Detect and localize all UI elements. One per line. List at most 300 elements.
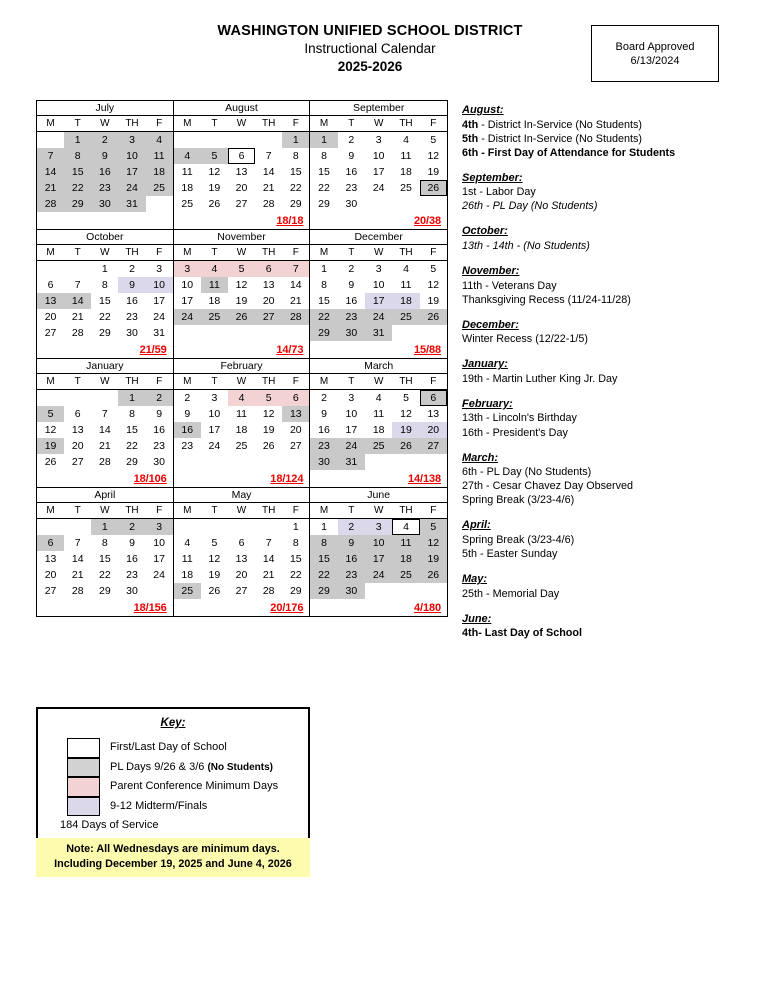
- day-cell[interactable]: 19: [392, 422, 419, 438]
- day-cell[interactable]: 3: [211, 392, 218, 404]
- note-line-1: Note: All Wednesdays are minimum days.: [66, 843, 280, 855]
- day-cell[interactable]: 6: [420, 390, 447, 406]
- day-cell[interactable]: 10: [118, 148, 145, 164]
- day-cell[interactable]: 27: [71, 456, 84, 468]
- day-cell[interactable]: 22: [318, 182, 330, 194]
- day-cell[interactable]: 22: [99, 311, 111, 323]
- day-cell[interactable]: 12: [427, 279, 440, 291]
- day-cell[interactable]: 19: [427, 295, 440, 307]
- day-cell[interactable]: 25: [235, 440, 248, 452]
- day-cell[interactable]: 4: [184, 537, 191, 549]
- week-row: [37, 277, 173, 293]
- day-cell[interactable]: 24: [118, 180, 145, 196]
- week-row: [310, 422, 447, 438]
- day-cell[interactable]: 19: [262, 424, 275, 436]
- day-cell[interactable]: 11: [181, 553, 193, 565]
- day-cell[interactable]: 16: [91, 164, 118, 180]
- day-cell[interactable]: 5: [430, 134, 437, 146]
- day-cell[interactable]: 3: [375, 134, 382, 146]
- day-cell[interactable]: 2: [146, 390, 173, 406]
- month-june: [310, 488, 447, 616]
- day-cell-empty: [201, 325, 228, 341]
- day-cell[interactable]: 31: [153, 327, 165, 339]
- day-cell[interactable]: 23: [345, 182, 358, 194]
- day-cell[interactable]: 8: [101, 279, 108, 291]
- day-cell[interactable]: 26: [420, 567, 447, 583]
- day-cell[interactable]: 21: [262, 569, 275, 581]
- day-cell[interactable]: 26: [208, 585, 221, 597]
- day-cell[interactable]: 10: [208, 408, 221, 420]
- day-cell[interactable]: 7: [37, 148, 64, 164]
- day-cell[interactable]: 6: [74, 408, 81, 420]
- day-cell[interactable]: 3: [156, 263, 163, 275]
- weekday-header-row: [37, 503, 173, 519]
- days-body: [37, 132, 173, 212]
- day-cell[interactable]: 18: [181, 182, 194, 194]
- day-cell[interactable]: 11: [392, 535, 419, 551]
- day-cell[interactable]: 25: [174, 583, 201, 599]
- day-cell[interactable]: 21: [37, 180, 64, 196]
- weekday-t: T: [348, 376, 355, 387]
- day-cell[interactable]: 29: [289, 198, 302, 210]
- day-cell[interactable]: 28: [37, 196, 64, 212]
- day-cell[interactable]: 29: [310, 325, 337, 341]
- day-cell[interactable]: 2: [338, 519, 365, 535]
- day-cell[interactable]: 2: [348, 134, 355, 146]
- day-cell[interactable]: 24: [338, 438, 365, 454]
- day-cell[interactable]: 24: [153, 569, 165, 581]
- day-cell[interactable]: 22: [310, 567, 337, 583]
- day-cell[interactable]: 30: [91, 196, 118, 212]
- day-cell[interactable]: 26: [420, 309, 447, 325]
- day-cell[interactable]: 7: [101, 408, 108, 420]
- day-cell[interactable]: 19: [420, 551, 447, 567]
- day-cell[interactable]: 26: [420, 180, 447, 196]
- day-cell[interactable]: 27: [420, 438, 447, 454]
- day-cell[interactable]: 4: [201, 261, 228, 277]
- day-cell[interactable]: 14: [71, 553, 84, 565]
- day-cell[interactable]: 19: [208, 569, 221, 581]
- day-cell[interactable]: 4: [174, 148, 201, 164]
- weekday-header-row: [174, 374, 310, 390]
- day-cell[interactable]: 17: [181, 295, 194, 307]
- day-cell[interactable]: 21: [71, 569, 84, 581]
- day-cell[interactable]: 13: [282, 406, 309, 422]
- day-cell[interactable]: 13: [235, 553, 248, 565]
- day-cell[interactable]: 5: [201, 148, 228, 164]
- day-cell[interactable]: 17: [365, 293, 392, 309]
- day-cell[interactable]: 9: [156, 408, 163, 420]
- day-cell[interactable]: 25: [201, 309, 228, 325]
- day-cell[interactable]: 12: [427, 150, 440, 162]
- day-cell[interactable]: 28: [71, 327, 84, 339]
- day-cell[interactable]: 5: [430, 263, 437, 275]
- day-cell[interactable]: 10: [345, 408, 358, 420]
- day-cell[interactable]: 27: [44, 585, 57, 597]
- day-cell[interactable]: 27: [289, 440, 302, 452]
- week-row: [174, 309, 310, 325]
- day-cell[interactable]: 20: [420, 422, 447, 438]
- day-cell[interactable]: 21: [99, 440, 111, 452]
- weekday-f: F: [156, 118, 163, 129]
- day-cell[interactable]: 11: [146, 148, 173, 164]
- day-cell[interactable]: 11: [236, 408, 247, 420]
- day-cell[interactable]: 22: [289, 182, 302, 194]
- day-cell[interactable]: 9: [321, 408, 327, 420]
- day-cell[interactable]: 12: [208, 553, 221, 565]
- day-cell[interactable]: 26: [44, 456, 57, 468]
- day-cell[interactable]: 11: [201, 277, 228, 293]
- day-cell[interactable]: 9: [118, 277, 145, 293]
- day-cell[interactable]: 14: [64, 293, 91, 309]
- weekday-m: M: [46, 505, 55, 516]
- day-cell[interactable]: 1: [310, 132, 337, 148]
- day-cell[interactable]: 4: [146, 132, 173, 148]
- day-cell[interactable]: 18: [235, 424, 248, 436]
- day-cell[interactable]: 18: [208, 295, 221, 307]
- day-cell[interactable]: 25: [392, 567, 419, 583]
- day-cell[interactable]: 15: [289, 553, 302, 565]
- day-cell[interactable]: 5: [420, 519, 447, 535]
- day-cell[interactable]: 10: [365, 535, 392, 551]
- day-cell[interactable]: 7: [282, 261, 309, 277]
- day-cell[interactable]: 18: [400, 166, 412, 178]
- weekday-w: W: [373, 247, 384, 258]
- day-cell[interactable]: 5: [403, 392, 409, 404]
- day-cell[interactable]: 14: [262, 166, 275, 178]
- day-cell[interactable]: 30: [153, 456, 165, 468]
- day-cell[interactable]: 2: [91, 132, 118, 148]
- day-cell[interactable]: 23: [181, 440, 194, 452]
- day-cell[interactable]: 22: [99, 569, 111, 581]
- day-cell[interactable]: 30: [126, 327, 138, 339]
- day-cell[interactable]: 13: [44, 553, 57, 565]
- day-cell[interactable]: 8: [292, 150, 299, 162]
- day-cell[interactable]: 1: [101, 263, 108, 275]
- day-cell[interactable]: 28: [262, 585, 275, 597]
- day-cell[interactable]: 9: [348, 150, 355, 162]
- day-cell[interactable]: 17: [153, 295, 165, 307]
- day-cell[interactable]: 18: [146, 164, 173, 180]
- day-cell[interactable]: 21: [289, 295, 302, 307]
- day-cell[interactable]: 14: [37, 164, 64, 180]
- day-cell[interactable]: 17: [153, 553, 165, 565]
- day-cell[interactable]: 12: [208, 166, 221, 178]
- day-cell[interactable]: 2: [118, 519, 145, 535]
- day-cell[interactable]: 8: [321, 279, 327, 291]
- day-cell[interactable]: 29: [289, 585, 302, 597]
- day-cell[interactable]: 8: [129, 408, 135, 420]
- day-cell[interactable]: 6: [228, 148, 255, 164]
- day-cell[interactable]: 28: [282, 309, 309, 325]
- day-cell[interactable]: 23: [338, 309, 365, 325]
- day-cell[interactable]: 14: [289, 279, 302, 291]
- day-cell[interactable]: 19: [37, 438, 64, 454]
- day-cell[interactable]: 28: [262, 198, 275, 210]
- note-line: 26th - PL Day (No Students): [462, 200, 598, 213]
- weekday-w: W: [373, 376, 384, 387]
- month-january: [37, 359, 174, 487]
- day-cell[interactable]: 31: [118, 196, 145, 212]
- day-cell[interactable]: 26: [262, 440, 275, 452]
- day-cell[interactable]: 27: [235, 198, 248, 210]
- day-cell[interactable]: 4: [375, 392, 382, 404]
- day-cell[interactable]: 6: [47, 279, 54, 291]
- day-cell[interactable]: 1: [91, 519, 118, 535]
- day-cell[interactable]: 11: [181, 166, 193, 178]
- day-cell[interactable]: 20: [289, 424, 302, 436]
- note-month-heading: February:: [462, 397, 513, 410]
- day-cell[interactable]: 5: [37, 406, 64, 422]
- day-cell[interactable]: 9: [348, 279, 355, 291]
- day-cell[interactable]: 20: [44, 311, 57, 323]
- day-cell[interactable]: 7: [265, 150, 272, 162]
- day-cell[interactable]: 31: [365, 325, 392, 341]
- day-cell[interactable]: 22: [64, 180, 91, 196]
- day-cell[interactable]: 30: [345, 198, 358, 210]
- day-cell[interactable]: 5: [255, 390, 282, 406]
- day-cell[interactable]: 21: [262, 182, 275, 194]
- day-cell[interactable]: 6: [282, 390, 309, 406]
- day-cell[interactable]: 21: [71, 311, 84, 323]
- day-cell[interactable]: 11: [400, 279, 412, 291]
- day-cell[interactable]: 10: [153, 537, 165, 549]
- day-cell[interactable]: 22: [289, 569, 302, 581]
- day-cell[interactable]: 8: [101, 537, 108, 549]
- day-cell[interactable]: 25: [400, 182, 412, 194]
- day-cell[interactable]: 8: [292, 537, 299, 549]
- day-cell[interactable]: 30: [310, 454, 337, 470]
- day-cell[interactable]: 2: [184, 392, 191, 404]
- day-cell[interactable]: 7: [74, 279, 81, 291]
- day-cell[interactable]: 15: [64, 164, 91, 180]
- day-cell[interactable]: 9: [184, 408, 191, 420]
- day-cell[interactable]: 13: [427, 408, 440, 420]
- day-cell[interactable]: 4: [403, 263, 409, 275]
- day-cell[interactable]: 15: [318, 166, 330, 178]
- day-cell[interactable]: 6: [255, 261, 282, 277]
- day-cell[interactable]: 10: [372, 279, 385, 291]
- day-cell[interactable]: 1: [282, 132, 309, 148]
- day-cell[interactable]: 2: [348, 263, 355, 275]
- day-cell[interactable]: 22: [126, 440, 138, 452]
- note-month-heading: August:: [462, 104, 504, 116]
- weekday-w: W: [373, 118, 384, 129]
- day-cell[interactable]: 3: [348, 392, 355, 404]
- day-cell[interactable]: 4: [228, 390, 255, 406]
- key-label: 9-12 Midterm/Finals: [110, 799, 208, 812]
- day-cell[interactable]: 23: [338, 567, 365, 583]
- day-cell[interactable]: 8: [321, 150, 327, 162]
- day-cell[interactable]: 10: [146, 277, 173, 293]
- day-cell[interactable]: 12: [400, 408, 412, 420]
- weekday-w: W: [100, 118, 110, 129]
- day-cell[interactable]: 8: [310, 535, 337, 551]
- day-cell[interactable]: 29: [99, 327, 111, 339]
- day-cell[interactable]: 9: [338, 535, 365, 551]
- day-cell[interactable]: 9: [129, 537, 135, 549]
- day-cell[interactable]: 24: [174, 309, 201, 325]
- key-row: [67, 777, 308, 797]
- day-cell[interactable]: 17: [372, 166, 385, 178]
- day-cell[interactable]: 7: [74, 537, 81, 549]
- day-cell[interactable]: 29: [126, 456, 138, 468]
- day-cell[interactable]: 16: [126, 553, 138, 565]
- day-cell[interactable]: 15: [318, 295, 330, 307]
- day-cell[interactable]: 12: [44, 424, 57, 436]
- day-cell-empty: [146, 583, 173, 599]
- day-cell[interactable]: 17: [208, 424, 221, 436]
- weekday-f: F: [156, 376, 163, 387]
- day-cell[interactable]: 24: [153, 311, 165, 323]
- day-cell[interactable]: 15: [99, 295, 111, 307]
- days-body: [37, 390, 173, 470]
- day-cell[interactable]: 30: [126, 585, 138, 597]
- day-cell[interactable]: 1: [118, 390, 145, 406]
- week-row: [37, 535, 173, 551]
- day-cell[interactable]: 20: [235, 569, 248, 581]
- day-cell[interactable]: 27: [235, 585, 248, 597]
- day-cell[interactable]: 28: [71, 585, 84, 597]
- day-cell[interactable]: 20: [71, 440, 84, 452]
- day-cell[interactable]: 11: [373, 408, 385, 420]
- day-cell[interactable]: 13: [37, 293, 64, 309]
- day-cell[interactable]: 26: [208, 198, 221, 210]
- day-cell[interactable]: 20: [262, 295, 275, 307]
- day-cell[interactable]: 5: [211, 537, 218, 549]
- note-line: 5th - Easter Sunday: [462, 548, 558, 560]
- day-cell[interactable]: 1: [292, 521, 299, 533]
- key-label: PL Days 9/26 & 3/6 (No Students): [110, 760, 273, 773]
- weekday-th: TH: [125, 118, 139, 129]
- week-row: [310, 406, 447, 422]
- day-cell[interactable]: 31: [338, 454, 365, 470]
- day-cell-empty: [37, 519, 64, 535]
- day-cell[interactable]: 28: [99, 456, 111, 468]
- day-cell[interactable]: 18: [181, 569, 194, 581]
- day-cell[interactable]: 16: [345, 295, 358, 307]
- day-cell[interactable]: 29: [310, 583, 337, 599]
- day-cell[interactable]: 17: [365, 551, 392, 567]
- day-cell[interactable]: 26: [392, 438, 419, 454]
- month-total-row: [310, 341, 447, 358]
- day-cell[interactable]: 16: [345, 166, 358, 178]
- day-cell[interactable]: 18: [372, 424, 385, 436]
- day-cell[interactable]: 24: [372, 182, 385, 194]
- day-cell[interactable]: 13: [235, 166, 248, 178]
- day-cell[interactable]: 24: [365, 309, 392, 325]
- day-cell[interactable]: 1: [64, 132, 91, 148]
- day-cell[interactable]: 27: [255, 309, 282, 325]
- day-cell[interactable]: 25: [392, 309, 419, 325]
- day-cell[interactable]: 3: [146, 519, 173, 535]
- day-cell[interactable]: 4: [392, 519, 419, 535]
- day-cell[interactable]: 10: [181, 279, 194, 291]
- day-cell[interactable]: 19: [208, 182, 221, 194]
- day-cell[interactable]: 24: [365, 567, 392, 583]
- day-cell[interactable]: 16: [318, 424, 330, 436]
- day-cell[interactable]: 13: [262, 279, 275, 291]
- day-cell[interactable]: 24: [208, 440, 221, 452]
- day-cell[interactable]: 2: [129, 263, 135, 275]
- month-total-row: [174, 341, 310, 358]
- day-cell[interactable]: 3: [365, 519, 392, 535]
- day-cell[interactable]: 29: [64, 196, 91, 212]
- day-cell[interactable]: 1: [321, 521, 327, 533]
- day-cell[interactable]: 20: [235, 182, 248, 194]
- day-cell[interactable]: 23: [310, 438, 337, 454]
- day-cell[interactable]: 7: [265, 537, 272, 549]
- day-cell[interactable]: 3: [174, 261, 201, 277]
- day-cell[interactable]: 27: [44, 327, 57, 339]
- day-cell[interactable]: 20: [44, 569, 57, 581]
- day-cell[interactable]: 26: [228, 309, 255, 325]
- day-cell[interactable]: 25: [181, 198, 194, 210]
- day-cell[interactable]: 15: [289, 166, 302, 178]
- day-cell[interactable]: 23: [153, 440, 165, 452]
- day-cell[interactable]: 13: [71, 424, 84, 436]
- day-cell[interactable]: 8: [64, 148, 91, 164]
- day-cell[interactable]: 29: [318, 198, 330, 210]
- day-cell[interactable]: 4: [403, 134, 409, 146]
- day-cell[interactable]: 16: [153, 424, 165, 436]
- day-cell[interactable]: 3: [375, 263, 382, 275]
- day-cell[interactable]: 3: [118, 132, 145, 148]
- day-cell[interactable]: 30: [338, 325, 365, 341]
- day-cell[interactable]: 5: [228, 261, 255, 277]
- day-cell[interactable]: 18: [392, 551, 419, 567]
- day-cell[interactable]: 19: [427, 166, 440, 178]
- day-cell[interactable]: 16: [126, 295, 138, 307]
- day-cell[interactable]: 6: [37, 535, 64, 551]
- day-cell[interactable]: 1: [321, 263, 327, 275]
- day-cell[interactable]: 22: [310, 309, 337, 325]
- day-cell[interactable]: 12: [420, 535, 447, 551]
- day-cell[interactable]: 30: [338, 583, 365, 599]
- day-cell[interactable]: 12: [262, 408, 275, 420]
- key-label: Parent Conference Minimum Days: [110, 780, 279, 792]
- day-cell[interactable]: 2: [321, 392, 327, 404]
- day-cell[interactable]: 29: [99, 585, 111, 597]
- day-cell[interactable]: 23: [126, 569, 138, 581]
- day-cell[interactable]: 16: [338, 551, 365, 567]
- day-cell[interactable]: 17: [118, 164, 145, 180]
- day-cell[interactable]: 18: [392, 293, 419, 309]
- week-row: [37, 583, 173, 599]
- day-cell[interactable]: 9: [91, 148, 118, 164]
- title-block: [150, 22, 590, 76]
- day-cell[interactable]: 23: [91, 180, 118, 196]
- day-cell[interactable]: 14: [262, 553, 275, 565]
- day-cell[interactable]: 25: [365, 438, 392, 454]
- day-cell[interactable]: 23: [126, 311, 138, 323]
- day-cell[interactable]: 19: [235, 295, 248, 307]
- day-cell[interactable]: 12: [235, 279, 248, 291]
- day-cell[interactable]: 25: [146, 180, 173, 196]
- day-cell[interactable]: 15: [126, 424, 138, 436]
- day-cell[interactable]: 16: [174, 422, 201, 438]
- day-cell[interactable]: 17: [345, 424, 358, 436]
- day-cell[interactable]: 14: [99, 424, 111, 436]
- day-cell[interactable]: 6: [238, 537, 245, 549]
- note-line: 27th - Cesar Chavez Day Observed: [462, 480, 634, 493]
- day-cell[interactable]: 15: [99, 553, 111, 565]
- day-cell[interactable]: 11: [400, 150, 412, 162]
- note-month-heading: September:: [462, 171, 523, 184]
- day-cell[interactable]: 15: [310, 551, 337, 567]
- day-cell[interactable]: 10: [372, 150, 385, 162]
- week-row: [174, 567, 310, 583]
